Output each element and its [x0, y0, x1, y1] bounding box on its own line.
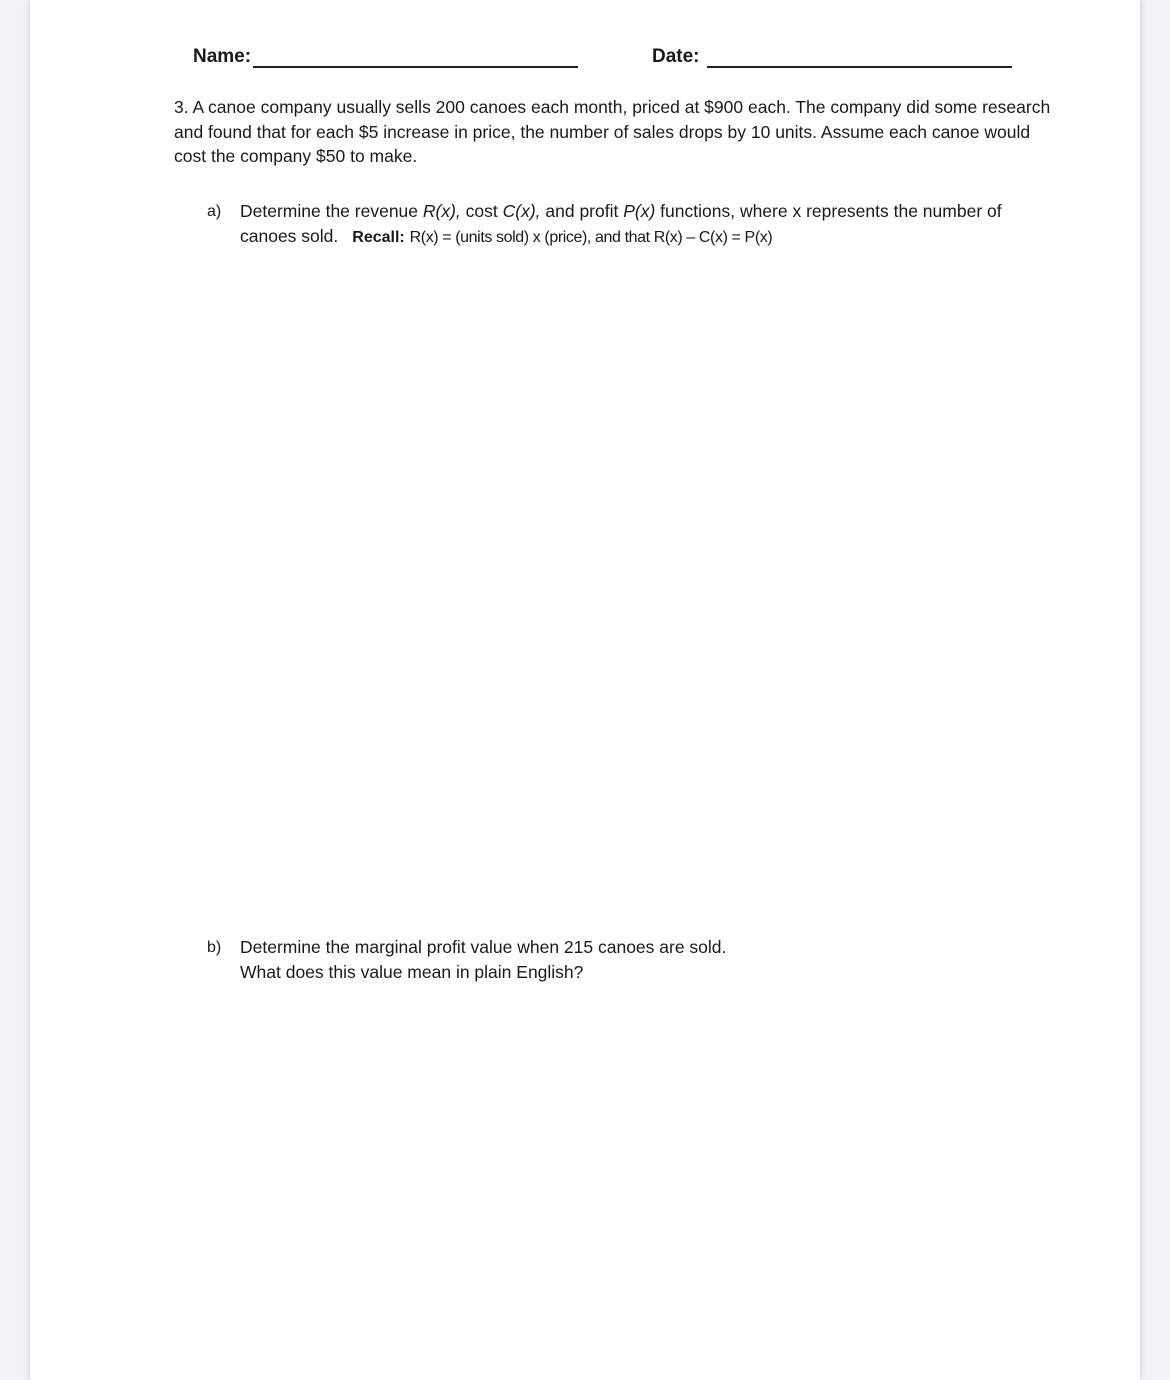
worksheet-page [30, 0, 1140, 1380]
part-b-line-2: What does this value mean in plain English? [240, 962, 584, 982]
part-a-text-2: cost [460, 201, 503, 221]
part-a-body [240, 199, 1057, 250]
part-b [207, 935, 907, 985]
part-b-line-1: Determine the marginal profit value when 215 canoes are sold. [240, 937, 727, 957]
part-a [207, 199, 1057, 250]
header-row [30, 46, 1140, 76]
part-b-body [240, 935, 907, 985]
date-label: Date: [652, 46, 700, 67]
part-b-letter: b) [207, 939, 222, 956]
recall-label: Recall: [352, 229, 405, 246]
cost-function: C(x), [502, 201, 541, 221]
part-a-letter: a) [207, 203, 222, 220]
revenue-function: R(x), [422, 201, 461, 221]
name-blank-line [253, 66, 578, 68]
problem-statement: 3. A canoe company usually sells 200 canoes each month, priced at $900 each. The company did some research and found that for each $5 increase in price, the number of sales drops by 10 units. Assume each canoe would cost the company $50 to make. [174, 97, 1051, 166]
date-blank-line [707, 66, 1012, 68]
part-a-text-3: and profit [540, 201, 624, 221]
part-a-text-1: Determine the revenue [240, 201, 423, 221]
name-label: Name: [193, 46, 252, 67]
recall-formula: R(x) = (units sold) x (price), and that R(x) – C(x) = P(x) [409, 229, 773, 246]
profit-function: P(x) [623, 201, 656, 221]
part-a-text-4: functions, where x represents the number of canoes sold. [240, 201, 1002, 246]
